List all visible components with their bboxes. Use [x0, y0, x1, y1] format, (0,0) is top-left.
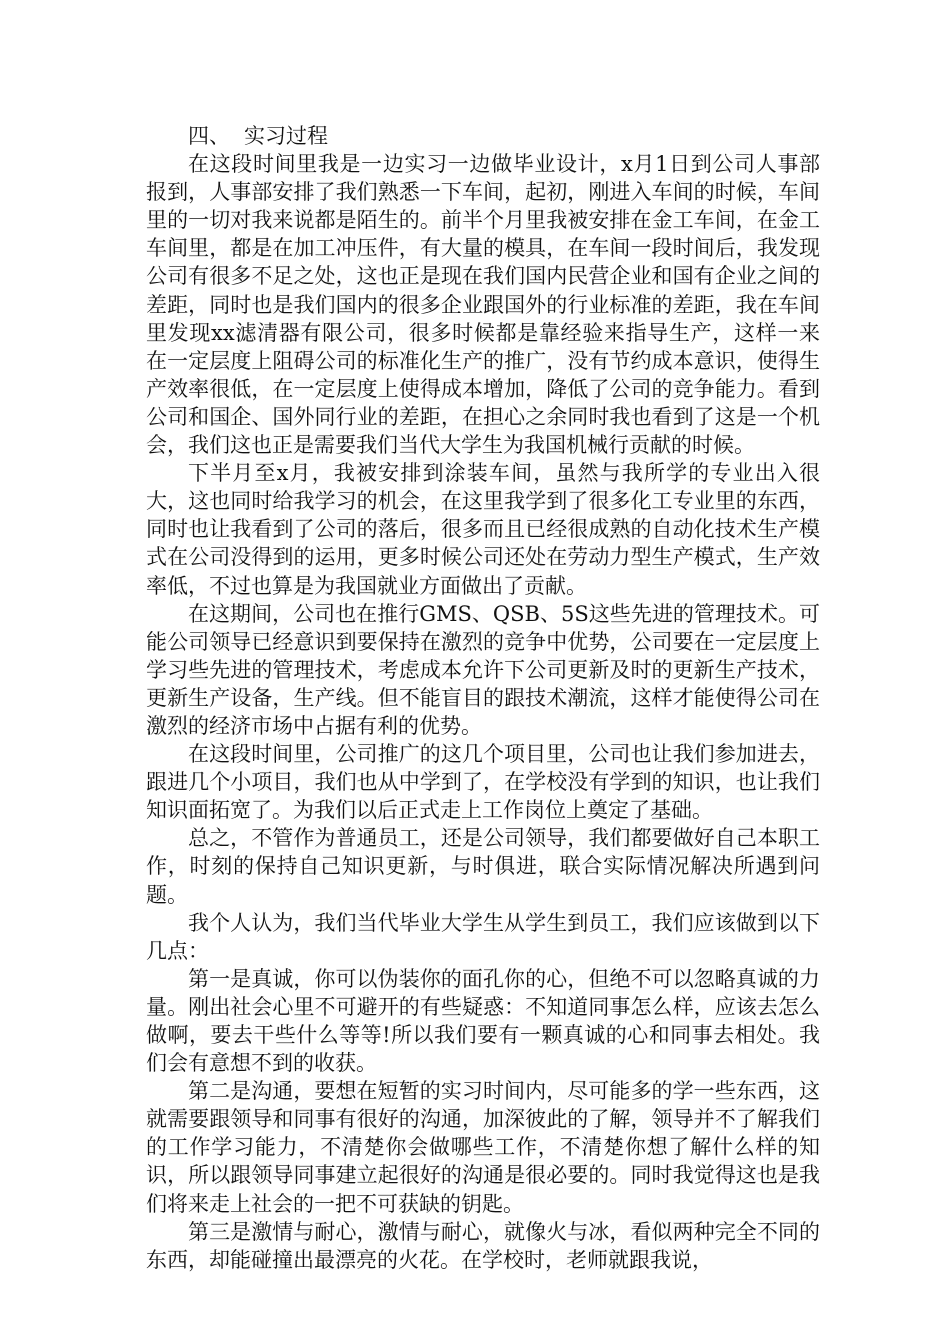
paragraph-5: 总之，不管作为普通员工，还是公司领导，我们都要做好自己本职工作，时刻的保持自己知识更新，与时俱进，联合实际情况解决所遇到问题。 [146, 826, 820, 907]
paragraph-4: 在这段时间里，公司推广的这几个项目里，公司也让我们参加进去，跟进几个小项目，我们也从中学到了，在学校没有学到的知识，也让我们知识面拓宽了。为我们以后正式走上工作岗位上奠定了基础。 [146, 742, 820, 823]
paragraph-1: 在这段时间里我是一边实习一边做毕业设计，x月1日到公司人事部报到，人事部安排了我们熟悉一下车间，起初，刚进入车间的时候，车间里的一切对我来说都是陌生的。前半个月里我被安排在金工车间，在金工车间里，都是在加工冲压件，有大量的模具，在车间一段时间后，我发现公司有很多不足之处，这也正是现在我们国内民营企业和国有企业之间的差距，同时也是我们国内的很多企业跟国外的行业标准的差距，我在车间里发现xx滤清器有限公司，很多时候都是靠经验来指导生产，这样一来在一定层度上阻碍公司的标准化生产的推广，没有节约成本意识，使得生产效率很低，在一定层度上使得成本增加，降低了公司的竞争能力。看到公司和国企、国外同行业的差距，在担心之余同时我也看到了这是一个机会，我们这也正是需要我们当代大学生为我国机械行贡献的时候。 [146, 152, 820, 458]
section-title: 实习过程 [244, 124, 328, 148]
section-number: 四、 [188, 124, 230, 148]
paragraph-7: 第一是真诚，你可以伪装你的面孔你的心，但绝不可以忽略真诚的力量。刚出社会心里不可避开的有些疑惑：不知道同事怎么样，应该去怎么做啊，要去干些什么等等!所以我们要有一颗真诚的心和同事去相处。我们会有意想不到的收获。 [146, 966, 820, 1076]
section-heading [146, 122, 820, 150]
document-page [146, 122, 820, 1274]
paragraph-2: 下半月至x月，我被安排到涂装车间，虽然与我所学的专业出入很大，这也同时给我学习的机会，在这里我学到了很多化工专业里的东西，同时也让我看到了公司的落后，很多而且已经很成熟的自动化技术生产模式在公司没得到的运用，更多时候公司还处在劳动力型生产模式，生产效率低，不过也算是为我国就业方面做出了贡献。 [146, 461, 820, 598]
paragraph-3: 在这期间，公司也在推行GMS、QSB、5S这些先进的管理技术。可能公司领导已经意识到要保持在激烈的竞争中优势，公司要在一定层度上学习些先进的管理技术，考虑成本允许下公司更新及时的更新生产技术，更新生产设备，生产线。但不能盲目的跟技术潮流，这样才能使得公司在激烈的经济市场中占据有利的优势。 [146, 601, 820, 738]
paragraph-6: 我个人认为，我们当代毕业大学生从学生到员工，我们应该做到以下几点： [146, 910, 820, 963]
paragraph-9: 第三是激情与耐心，激情与耐心，就像火与冰，看似两种完全不同的东西，却能碰撞出最漂亮的火花。在学校时，老师就跟我说， [146, 1219, 820, 1272]
paragraph-8: 第二是沟通，要想在短暂的实习时间内，尽可能多的学一些东西，这就需要跟领导和同事有很好的沟通，加深彼此的了解，领导并不了解我们的工作学习能力，不清楚你会做哪些工作，不清楚你想了解什么样的知识，所以跟领导同事建立起很好的沟通是很必要的。同时我觉得这也是我们将来走上社会的一把不可获缺的钥匙。 [146, 1079, 820, 1216]
